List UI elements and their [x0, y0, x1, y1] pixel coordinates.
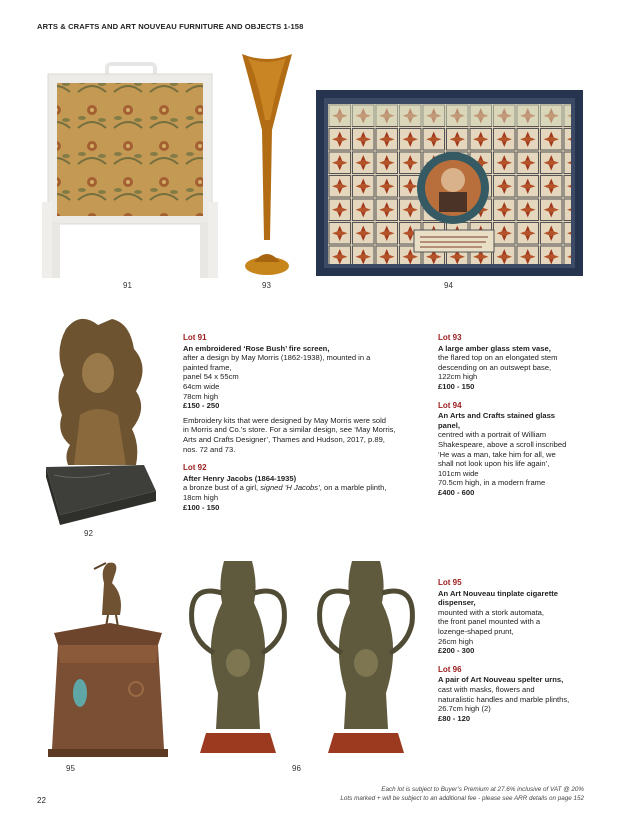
caption-96: 96 — [292, 764, 301, 773]
lot-95-line: lozenge-shaped prunt, — [438, 626, 514, 636]
lot-91-line: painted frame, — [183, 362, 232, 372]
lot-96-line: cast with masks, flowers and — [438, 684, 535, 694]
lot-91-title: An embroidered ‘Rose Bush’ fire screen, — [183, 343, 330, 353]
lot-95-line: 26cm high — [438, 636, 474, 646]
footer-note — [340, 785, 584, 803]
lot-95-title: dispenser, — [438, 598, 476, 608]
bronze-bust-image — [40, 305, 160, 527]
lot-95-title: An Art Nouveau tinplate cigarette — [438, 588, 558, 598]
lot-93-line: descending on an outswept base, — [438, 362, 552, 372]
lot-94-number: Lot 94 — [438, 400, 462, 410]
lot-93-line: 122cm high — [438, 372, 478, 382]
urn-left — [192, 561, 285, 753]
lot-93-line: the flared top on an elongated stem — [438, 353, 558, 363]
caption-91: 91 — [123, 281, 132, 290]
lot-91-note: in Morris and Co.’s store. For a similar design, see ‘May Morris, — [183, 425, 396, 435]
lot-91-line: 78cm high — [183, 391, 219, 401]
arr-note: Lots marked + will be subject to an additional fee - please see ARR details on page 152 — [340, 795, 584, 802]
lot-91-note: Arts and Crafts Designer’, Thames and Hudson, 2017, p.89, — [183, 434, 385, 444]
lot-92-line: 18cm high — [183, 492, 219, 502]
urn-right — [320, 561, 413, 753]
caption-93: 93 — [262, 281, 271, 290]
lot-91-line: after a design by May Morris (1862-1938), mounted in a — [183, 353, 371, 363]
lot-96-number: Lot 96 — [438, 664, 462, 674]
lot-93-description — [438, 333, 598, 498]
amber-vase-image — [238, 50, 296, 280]
lot-96-line: 26.7cm high (2) — [438, 704, 491, 714]
stained-glass-panel-image — [316, 90, 583, 276]
lot-92-title: After Henry Jacobs (1864-1935) — [183, 473, 297, 483]
lot-94-title: An Arts and Crafts stained glass — [438, 411, 556, 421]
lot-94-line: 70.5cm high, in a modern frame — [438, 478, 546, 488]
page-number: 22 — [37, 796, 46, 805]
spelter-urns-image — [178, 553, 426, 761]
premium-note: Each lot is subject to Buyer’s Premium at 27.6% inclusive of VAT @ 20% — [381, 786, 584, 793]
lot-92-line-pre: a bronze bust of a girl, — [183, 483, 261, 493]
lot-94-line: shall not look upon his life again’, — [438, 459, 550, 469]
caption-94: 94 — [444, 281, 453, 290]
lot-94-title: panel, — [438, 420, 460, 430]
page-header: ARTS & CRAFTS AND ART NOUVEAU FURNITURE AND OBJECTS 1-158 — [37, 22, 304, 31]
lot-95-number: Lot 95 — [438, 578, 462, 587]
lot-91-price: £150 - 250 — [183, 401, 220, 411]
lot-94-line: centred with a portrait of William — [438, 430, 547, 440]
lot-94-price: £400 - 600 — [438, 487, 475, 497]
lot-91-line: panel 54 x 55cm — [183, 372, 239, 382]
lot-96-line: naturalistic handles and marble plinths, — [438, 694, 570, 704]
lot-91-line: 64cm wide — [183, 381, 220, 391]
lot-92-signature: signed ‘H Jacobs’ — [260, 483, 320, 493]
lot-91-number: Lot 91 — [183, 333, 207, 342]
lot-92-price: £100 - 150 — [183, 502, 220, 512]
lot-93-title: A large amber glass stem vase, — [438, 343, 551, 353]
lot-92-line — [183, 483, 423, 493]
lot-96-title: A pair of Art Nouveau spelter urns, — [438, 675, 564, 685]
lot-92-line-post: , on a marble plinth, — [319, 483, 387, 493]
lot-91-note: nos. 72 and 73. — [183, 444, 236, 454]
lot-96-price: £80 - 120 — [438, 713, 471, 723]
caption-92: 92 — [84, 529, 93, 538]
lot-94-line: Shakespeare, above a scroll inscribed — [438, 439, 567, 449]
lot-93-number: Lot 93 — [438, 333, 462, 342]
lot-93-price: £100 - 150 — [438, 381, 475, 391]
cigarette-dispenser-image — [40, 553, 175, 761]
lot-94-line: 101cm wide — [438, 468, 479, 478]
lot-91-note: Embroidery kits that were designed by May Morris were sold — [183, 415, 386, 425]
lot-95-price: £200 - 300 — [438, 646, 475, 656]
lot-94-line: ‘He was a man, take him for all, we — [438, 449, 556, 459]
lot-92-number: Lot 92 — [183, 463, 207, 473]
lot-91-description — [183, 333, 423, 512]
lot-95-line: the front panel mounted with a — [438, 617, 541, 627]
lot-95-line: mounted with a stork automata, — [438, 607, 544, 617]
lot-95-description — [438, 578, 608, 723]
caption-95: 95 — [66, 764, 75, 773]
fire-screen-image — [38, 62, 222, 280]
